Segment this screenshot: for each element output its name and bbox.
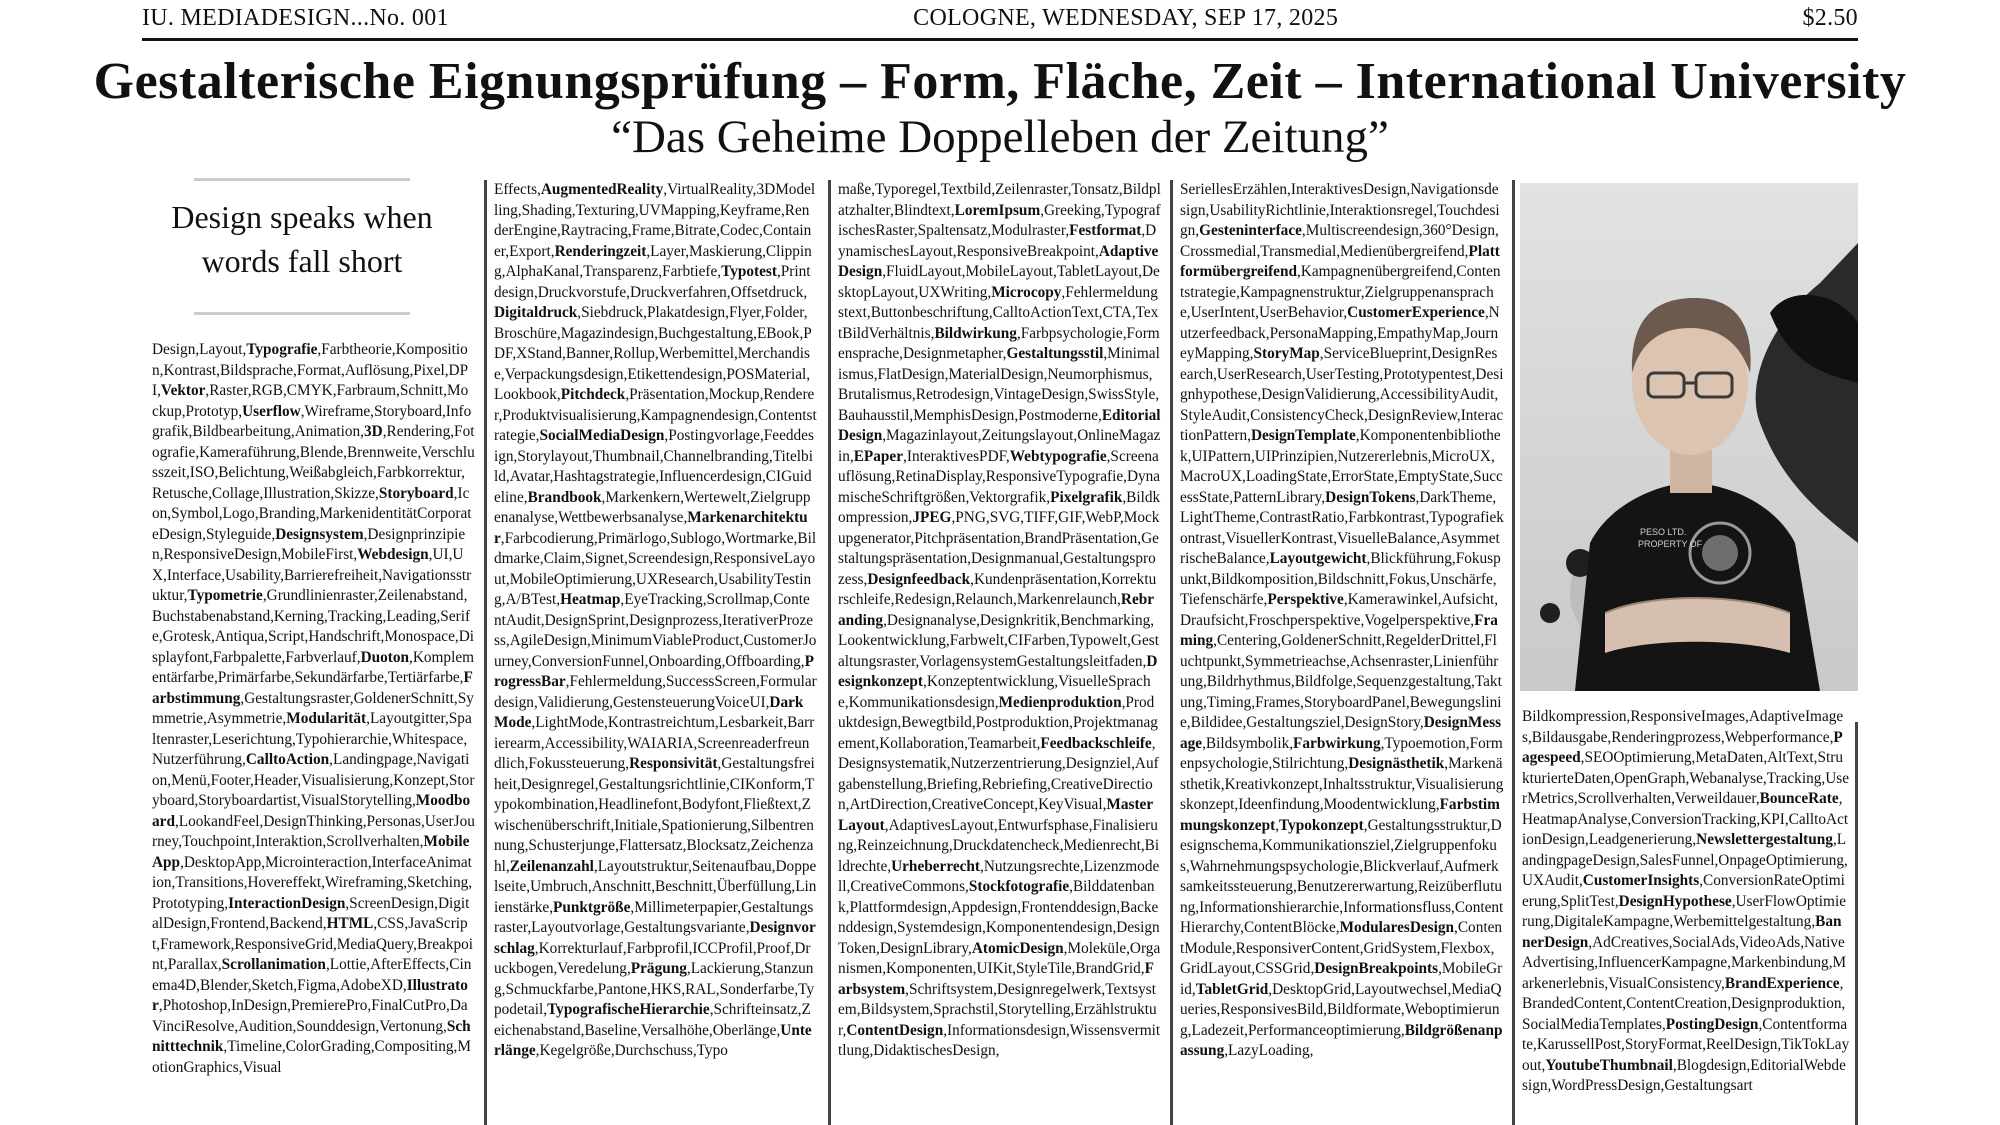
keyword-bold: Gesteninterface bbox=[1199, 222, 1302, 239]
keyword-bold: CustomerExperience bbox=[1347, 304, 1485, 321]
keyword-run: ,Kampagnenübergreifend,Contentstrategie,Kampagnenstruktur,Zielgruppenansprache,UserIntent,UserBehavior, bbox=[1180, 263, 1501, 321]
keyword-run: ,Gestaltungsfreiheit,Designregel,Gestaltungsrichtlinie,CIKonform,Typokombination,Headlinefont,Bodyfont,Fließtext,Zwischenüberschrift,Initiale,Spationierung,Silbentrennung,Schusterjunge,Flattersatz,Blocksatz,Zeichenzahl, bbox=[494, 755, 815, 875]
column-divider bbox=[1855, 722, 1858, 1125]
keyword-bold: Stockfotografie bbox=[968, 878, 1070, 895]
keyword-bold: Typokonzept bbox=[1279, 816, 1364, 834]
keyword-bold: Gestaltungsstil bbox=[1006, 345, 1104, 362]
keyword-run: ,SEOOptimierung,MetaDaten,AltText,StrukturierteDaten,OpenGraph,Webanalyse,Tracking,UserMetrics,Scrollverhalten,Verweildauer, bbox=[1522, 749, 1849, 807]
keyword-run: ,Typoemotion,Formenpsychologie,Stilrichtung, bbox=[1180, 734, 1503, 772]
keyword-bold: CustomerInsights bbox=[1582, 872, 1700, 889]
keyword-bold: Farbsystem bbox=[838, 960, 1154, 998]
keyword-bold: Designsystem bbox=[275, 525, 364, 543]
keyword-bold: Pitchdeck bbox=[560, 386, 626, 403]
keyword-bold: Webtypografie bbox=[1009, 447, 1107, 465]
keyword-bold: DesignHypothese bbox=[1618, 892, 1732, 910]
keyword-run: ,BrandedContent,ContentCreation,Designproduktion,SocialMediaTemplates, bbox=[1522, 974, 1846, 1033]
keyword-run: ,Designprinzipien,ResponsiveDesign,MobileFirst, bbox=[152, 525, 466, 563]
keyword-run: ,Printdesign,Druckvorstufe,Druckverfahren,Offsetdruck, bbox=[494, 263, 811, 301]
shirt-print-line-1: PESO LTD. bbox=[1640, 527, 1687, 537]
keyword-bold: Responsivität bbox=[629, 755, 718, 772]
keyword-run: ,ScreenDesign,DigitalDesign,Frontend,Backend, bbox=[152, 894, 470, 932]
pullquote-bottom-rule bbox=[194, 312, 410, 315]
keyword-bold: ModularesDesign bbox=[1339, 919, 1455, 936]
keyword-run: ,Grundlinienraster,Zeilenabstand,Buchstabenabstand,Kerning,Tracking,Leading,Serife,Grotesk,Antiqua,Script,Handschrift,Monospace,Displayfont,Farbpalette,Farbverlauf, bbox=[152, 587, 475, 666]
keyword-bold: LoremIpsum bbox=[954, 201, 1041, 219]
keyword-run: ,Layer,Maskierung,Clipping,AlphaKanal,Transparenz,Farbtiefe, bbox=[494, 242, 812, 280]
keyword-bold: Designästhetik bbox=[1348, 755, 1445, 772]
keyword-bold: YoutubeThumbnail bbox=[1545, 1056, 1673, 1074]
keyword-run: ,Icon,Symbol,Logo,Branding,MarkenidentitätCorporateDesign,Styleguide, bbox=[152, 484, 472, 543]
keyword-run: ,Gestaltungsraster,GoldenerSchnitt,Symmetrie,Asymmetrie, bbox=[152, 689, 474, 727]
keyword-bold: Rebranding bbox=[838, 591, 1155, 629]
keyword-bold: Pixelgrafik bbox=[1050, 488, 1123, 506]
keyword-run: Design,Layout, bbox=[152, 341, 247, 358]
keyword-run: ,Raster,RGB,CMYK,Farbraum,Schnitt,Mockup,Prototyp, bbox=[152, 382, 469, 420]
keyword-run: ,Farbcodierung,Primärlogo,Sublogo,Wortmarke,Bildmarke,Claim,Signet,Screendesign,ResponsiveLayout,MobileOptimierung,UXResearch,UsabilityTesting,A/BTest, bbox=[494, 529, 817, 608]
keyword-bold: TabletGrid bbox=[1195, 980, 1269, 998]
keyword-run: SeriellesErzählen,InteraktivesDesign,Navigationsdesign,UsabilityRichtlinie,Interaktionsregel,Touchdesign, bbox=[1180, 181, 1500, 239]
article-column-5 bbox=[1522, 707, 1850, 1125]
keyword-run: ,UserFlowOptimierung,DigitaleKampagne,Werbemittelgestaltung, bbox=[1522, 892, 1846, 930]
keyword-bold: Markenarchitektur bbox=[494, 509, 808, 547]
keyword-bold: AtomicDesign bbox=[971, 939, 1064, 957]
keyword-run: ,Blickführung,Fokuspunkt,Bildkomposition,Bildschnitt,Fokus,Unschärfe,Tiefenschärfe, bbox=[1180, 550, 1501, 608]
keyword-bold: Bildwirkung bbox=[934, 324, 1017, 342]
keyword-bold: HTML bbox=[326, 915, 374, 932]
keyword-run: ,Minimalismus,FlatDesign,MaterialDesign,Neumorphismus,Brutalismus,Retrodesign,VintageDesign,SwissStyle,Bauhausstil,MemphisDesign,Postmoderne, bbox=[838, 345, 1160, 424]
keyword-run: ,Lottie,AfterEffects,Cinema4D,Blender,Sketch,Figma,AdobeXD, bbox=[152, 956, 472, 994]
keyword-bold: BannerDesign bbox=[1522, 913, 1842, 951]
keyword-run: ,Designsystematik,Nutzerzentrierung,Designziel,Aufgabenstellung,Briefing,Rebriefing,CreativeDirection,ArtDirection,CreativeConcept,KeyVisual, bbox=[838, 734, 1159, 813]
keyword-bold: PostingDesign bbox=[1665, 1015, 1759, 1033]
keyword-bold: Storyboard bbox=[378, 484, 454, 502]
keyword-run: ,Contentformate,KarussellPost,StoryFormat,ReelDesign,TikTokLayout, bbox=[1522, 1015, 1850, 1074]
keyword-bold: Farbstimmung bbox=[152, 669, 473, 707]
keyword-run: ,Photoshop,InDesign,PremierePro,FinalCutPro,DaVinciResolve,Audition,Sounddesign,Vertonung, bbox=[152, 997, 468, 1035]
keyword-run: ,Multiscreendesign,360°Design,Crossmedial,Transmedial,Medienübergreifend, bbox=[1180, 222, 1499, 260]
keyword-run: ,LightMode,Kontrastreichtum,Lesbarkeit,Barrierearm,Accessibility,WAIARIA,Screenreaderfreundlich,Fokussteuerung, bbox=[494, 714, 815, 772]
keyword-bold: CalltoAction bbox=[245, 751, 330, 768]
keyword-bold: StoryMap bbox=[1253, 345, 1320, 362]
keyword-run: ,Bildsymbolik, bbox=[1202, 734, 1294, 752]
keyword-bold: DesignTokens bbox=[1325, 488, 1416, 506]
keyword-bold: Perspektive bbox=[1267, 591, 1344, 608]
keyword-run: ,Fehlermeldung,SuccessScreen,Formulardesign,Validierung,GestensteuerungVoiceUI, bbox=[494, 673, 817, 711]
keyword-run: ,Bilddatenbank,Plattformdesign,Appdesign,Frontenddesign,Backenddesign,Systemdesign,Komponentendesign,DesignToken,DesignLibrary, bbox=[838, 878, 1160, 957]
keyword-bold: AdaptiveDesign bbox=[838, 242, 1159, 280]
keyword-bold: Bildgrößenanpassung bbox=[1180, 1021, 1503, 1059]
masthead-dateline: COLOGNE, WEDNESDAY, SEP 17, 2025 bbox=[913, 4, 1339, 31]
masthead bbox=[142, 0, 1858, 36]
keyword-bold: Plattformübergreifend bbox=[1180, 242, 1500, 280]
keyword-bold: Heatmap bbox=[560, 591, 621, 608]
keyword-bold: Userflow bbox=[242, 402, 301, 420]
keyword-bold: SocialMediaDesign bbox=[539, 427, 665, 444]
keyword-bold: DarkMode bbox=[494, 693, 804, 731]
keyword-bold: Illustrator bbox=[152, 976, 468, 1014]
keyword-run: ,Timeline,ColorGrading,Compositing,MotionGraphics,Visual bbox=[152, 1038, 471, 1076]
keyword-bold: JPEG bbox=[912, 509, 952, 526]
keyword-run: ,FluidLayout,MobileLayout,TabletLayout,DesktopLayout,UXWriting, bbox=[838, 263, 1160, 301]
masthead-rule bbox=[142, 38, 1858, 41]
keyword-bold: MasterLayout bbox=[838, 796, 1154, 834]
keyword-run: ,Informationsdesign,Wissensvermittlung,DidaktischesDesign, bbox=[838, 1021, 1161, 1059]
article-column-2 bbox=[494, 180, 817, 1125]
keyword-bold: Scrollanimation bbox=[221, 956, 326, 973]
keyword-run: ,Korrekturlauf,Farbprofil,ICCProfil,Proof,Druckbogen,Veredelung, bbox=[494, 939, 811, 977]
keyword-bold: AugmentedReality bbox=[540, 181, 664, 198]
keyword-bold: Moodboard bbox=[152, 792, 471, 830]
keyword-run: ,Produktdesign,Bewegtbild,Postproduktion,Projektmanagement,Kollaboration,Teamarbeit, bbox=[838, 693, 1158, 752]
column-divider bbox=[828, 180, 831, 1125]
keyword-run: ,VirtualReality,3DModelling,Shading,Texturing,UVMapping,Keyframe,RenderEngine,Raytracing,Frame,Bitrate,Codec,Container,Export, bbox=[494, 181, 816, 260]
column-divider bbox=[484, 180, 487, 1125]
keyword-run: ,Moleküle,Organismen,Komponenten,UIKit,StyleTile,BrandGrid, bbox=[838, 939, 1161, 977]
keyword-bold: Urheberrecht bbox=[891, 857, 981, 875]
keyword-run: ,Greeking,TypografischesRaster,Spaltensatz,Modulraster, bbox=[838, 201, 1161, 239]
keyword-run: ,LookandFeel,DesignThinking,Personas,UserJourney,Touchpoint,Interaktion,Scrollverhalten, bbox=[152, 812, 475, 850]
keyword-bold: ContentDesign bbox=[846, 1021, 944, 1039]
masthead-price: $2.50 bbox=[1802, 4, 1858, 31]
keyword-run: Bildkompression,ResponsiveImages,AdaptiveImages,Bildausgabe,Renderingprozess,Webperformance, bbox=[1522, 708, 1844, 746]
keyword-bold: Framing bbox=[1180, 611, 1498, 649]
keyword-run: ,Rendering,Fotografie,Kameraführung,Blende,Brennweite,Verschlusszeit,ISO,Belichtung,Weißabgleich,Farbkorrektur,Retusche,Collage,Illustration,Skizze, bbox=[152, 423, 475, 502]
keyword-bold: DesignBreakpoints bbox=[1314, 960, 1439, 977]
keyword-bold: Newslettergestaltung bbox=[1696, 831, 1833, 848]
keyword-bold: Typometrie bbox=[187, 587, 263, 604]
keyword-bold: BrandExperience bbox=[1724, 974, 1840, 992]
keyword-run: ,HeatmapAnalyse,ConversionTracking,KPI,CalltoActionDesign,Leadgenerierung, bbox=[1522, 790, 1849, 848]
keyword-run: ,Kundenpräsentation,Korrekturschleife,Redesign,Relaunch,Markenrelaunch, bbox=[838, 570, 1157, 608]
keyword-bold: EditorialDesign bbox=[838, 406, 1161, 444]
masthead-issue: IU. MEDIADESIGN...No. 001 bbox=[142, 4, 449, 31]
keyword-run: ,Screenauflösung,RetinaDisplay,ResponsiveTypografie,DynamischeSchriftgrößen,Vektorgrafik, bbox=[838, 447, 1161, 506]
keyword-run: ,Schriftsystem,Designregelwerk,Textsystem,Bildsystem,Sprachstil,Storytelling,Erzählstruktur, bbox=[838, 980, 1157, 1039]
keyword-run: ,PNG,SVG,TIFF,GIF,WebP,Mockupgenerator,Pitchpräsentation,BrandPräsentation,Gestaltungspräsentation,Designmanual,Gestaltungsprozess, bbox=[838, 509, 1160, 588]
keyword-bold: Designvorschlag bbox=[494, 919, 816, 957]
keyword-run: , bbox=[1275, 816, 1280, 834]
keyword-bold: 3D bbox=[363, 423, 383, 440]
keyword-run: ,ContentModule,ResponsiverContent,GridSystem,Flexbox,GridLayout,CSSGrid, bbox=[1180, 919, 1503, 977]
keyword-run: ,InteraktivesPDF, bbox=[903, 447, 1010, 465]
keyword-run: ,AdaptivesLayout,Entwurfsphase,Finalisierung,Reinzeichnung,Druckdatencheck,Medienrecht,Bildrechte, bbox=[838, 816, 1160, 875]
keyword-run: ,Nutzerfeedback,PersonaMapping,EmpathyMap,JourneyMapping, bbox=[1180, 304, 1500, 362]
pullquote: Design speaks when words fall short bbox=[171, 199, 433, 279]
keyword-run: ,Layoutstruktur,Seitenaufbau,Doppelseite,Umbruch,Anschnitt,Beschnitt,Überfüllung,Linienstärke, bbox=[494, 857, 817, 916]
keyword-run: ,Postingvorlage,Feeddesign,Storylayout,Thumbnail,Channelbranding,Titelbild,Avatar,Hashtagstrategie,Influencerdesign,CIGuideline, bbox=[494, 427, 814, 506]
portrait-photo bbox=[1520, 183, 1858, 691]
keyword-run: ,Landingpage,Navigation,Menü,Footer,Header,Visualisierung,Konzept,Storyboard,Storyboardartist,VisualStorytelling, bbox=[152, 751, 475, 809]
keyword-bold: BounceRate bbox=[1759, 790, 1839, 807]
keyword-bold: EPaper bbox=[853, 447, 904, 465]
keyword-run: ,CSS,JavaScript,Framework,ResponsiveGrid,MediaQuery,Breakpoint,Parallax, bbox=[152, 915, 474, 973]
keyword-run: ,Kamerawinkel,Aufsicht,Draufsicht,Froschperspektive,Vogelperspektive, bbox=[1180, 591, 1499, 629]
keyword-bold: Brandbook bbox=[527, 488, 602, 506]
keyword-run: ,Designanalyse,Designkritik,Benchmarking,Lookentwicklung,Farbwelt,CIFarben,Typowelt,Gestaltungsraster,VorlagensystemGestaltungsleitfaden, bbox=[838, 611, 1159, 670]
keyword-bold: Festformat bbox=[1069, 222, 1142, 239]
keyword-run: ,ServiceBlueprint,DesignResearch,UserResearch,UserTesting,Prototypentest,Designhypothese,DesignValidierung,AccessibilityAudit,StyleAudit,ConsistencyCheck,DesignReview,InteractionPattern, bbox=[1180, 345, 1504, 444]
keyword-run: ,Komponentenbibliothek,UIPattern,UIPrinzipien,Nutzererlebnis,MicroUX,MacroUX,LoadingState,ErrorState,EmptyState,SuccessState,PatternLibrary, bbox=[1180, 427, 1503, 506]
keyword-bold: Medienproduktion bbox=[998, 693, 1122, 711]
keyword-run: ,DesktopGrid,Layoutwechsel,MediaQueries,ResponsivesBild,Bildformate,Weboptimierung,Ladezeit,Performanceoptimierung, bbox=[1180, 980, 1502, 1039]
page-title: Gestalterische Eignungsprüfung – Form, Fläche, Zeit – International University bbox=[93, 53, 1907, 110]
keyword-run: ,ConversionRateOptimierung,SplitTest, bbox=[1522, 872, 1845, 910]
column-divider bbox=[1512, 180, 1515, 1125]
keyword-bold: Farbwirkung bbox=[1293, 734, 1381, 752]
keyword-run: ,Gestaltungsstruktur,Designschema,Kommunikationsziel,Zielgruppenfokus,Wahrnehmungspsychologie,Blickverlauf,Aufmerksamkeitssteuerung,Benutzererwartung,Reizüberflutung,Informationshierarchie,Informationsfluss,ContentHierarchy,ContentBlöcke, bbox=[1180, 816, 1504, 936]
keyword-bold: Digitaldruck bbox=[494, 304, 578, 321]
keyword-bold: InteractionDesign bbox=[228, 894, 346, 912]
keyword-bold: DesignMessage bbox=[1180, 714, 1502, 752]
keyword-bold: Designfeedback bbox=[867, 570, 971, 588]
keyword-bold: Pagespeed bbox=[1522, 728, 1843, 766]
keyword-run: ,DynamischesLayout,ResponsiveBreakpoint, bbox=[838, 222, 1157, 260]
keyword-run: ,LazyLoading, bbox=[1224, 1042, 1314, 1059]
keyword-run: ,Wireframe,Storyboard,Infografik,Bildbearbeitung,Animation, bbox=[152, 402, 472, 440]
keyword-bold: Duoton bbox=[360, 648, 410, 666]
keyword-bold: Webdesign bbox=[357, 546, 429, 563]
keyword-bold: Vektor bbox=[160, 382, 206, 399]
keyword-run: ,Centering,GoldenerSchnitt,RegelderDrittel,Fluchtpunkt,Symmetrieachse,Achsenraster,Linienführung,Bildrhythmus,Bildfolge,Sequenzgestaltung,Taktung,Timing,Frames,StoryboardPanel,Bewegungslinie,Bildidee,Gestaltungsziel,DesignStory, bbox=[1180, 632, 1502, 731]
keyword-bold: Designkonzept bbox=[838, 652, 1158, 690]
keyword-run: ,Bildkompression, bbox=[838, 488, 1161, 526]
keyword-run: ,Präsentation,Mockup,Renderer,Produktvisualisierung,Kampagnendesign,Contentstrategie, bbox=[494, 386, 817, 444]
keyword-run: ,Markenästhetik,Kreativkonzept,Inhaltsstruktur,Visualisierungskonzept,Ideenfindung,Moodentwicklung, bbox=[1180, 755, 1504, 813]
keyword-run: ,Fehlermeldungstext,Buttonbeschriftung,CalltoActionText,CTA,TextBildVerhältnis, bbox=[838, 283, 1159, 342]
keyword-bold: Schnitttechnik bbox=[152, 1017, 471, 1055]
keyword-bold: Unterlänge bbox=[494, 1021, 812, 1059]
keyword-run: maße,Typoregel,Textbild,Zeilenraster,Tonsatz,Bildplatzhalter,Blindtext, bbox=[838, 181, 1161, 219]
keyword-run: ,LandingpageDesign,SalesFunnel,OnpageOptimierung,UXAudit, bbox=[1522, 831, 1848, 889]
keyword-bold: Typotest bbox=[721, 263, 777, 280]
keyword-run: ,Millimeterpapier,Gestaltungsraster,Layoutvorlage,Gestaltungsvariante, bbox=[494, 898, 814, 936]
keyword-bold: Feedbackschleife bbox=[1040, 734, 1152, 752]
keyword-bold: Renderingzeit bbox=[554, 242, 647, 260]
column-divider bbox=[1170, 180, 1173, 1125]
keyword-run: ,Kegelgröße,Durchschuss,Typo bbox=[535, 1042, 728, 1059]
keyword-run: ,Komplementärfarbe,Primärfarbe,Sekundärfarbe,Tertiärfarbe, bbox=[152, 648, 475, 686]
keyword-run: Effects, bbox=[494, 181, 541, 198]
keyword-run: ,Siebdruck,Plakatdesign,Flyer,Folder,Broschüre,Magazindesign,Buchgestaltung,EBook,PDF,XStand,Banner,Rollup,Werbemittel,Merchandise,Verpackungsdesign,Etikettendesign,POSMaterial,Lookbook, bbox=[494, 304, 812, 403]
article-column-4 bbox=[1180, 180, 1504, 1125]
keyword-run: ,Konzeptentwicklung,VisuelleSprache,Kommunikationsdesign, bbox=[838, 673, 1151, 711]
keyword-run: ,Layoutgitter,Spaltenraster,Leserichtung,Typohierarchie,Whitespace,Nutzerführung, bbox=[152, 710, 472, 768]
keyword-run: ,Farbpsychologie,Formensprache,Designmetapher, bbox=[838, 324, 1160, 362]
pullquote-top-rule bbox=[194, 178, 410, 181]
portrait-image bbox=[1520, 183, 1858, 691]
keyword-run: ,AdCreatives,SocialAds,VideoAds,NativeAdvertising,InfluencerKampagne,Markenbindung,Markenerlebnis,VisualConsistency, bbox=[1522, 933, 1847, 992]
keyword-run: ,MobileGrid, bbox=[1180, 960, 1503, 998]
article-column-1 bbox=[152, 340, 475, 1125]
keyword-run: ,UI,UX,Interface,Usability,Barrierefreiheit,Navigationsstruktur, bbox=[152, 546, 472, 604]
shirt-print-line-2: PROPERTY OF bbox=[1638, 539, 1703, 549]
keyword-run: ,Lackierung,Stanzung,Schmuckfarbe,Pantone,HKS,RAL,Sonderfarbe,Typodetail, bbox=[494, 960, 815, 1018]
keyword-run: ,EyeTracking,Scrollmap,ContentAudit,DesignSprint,Designprozess,IterativerProzess,AgileDesign,MinimumViableProduct,CustomerJourney,ConversionFunnel,Onboarding,Offboarding, bbox=[494, 591, 817, 670]
keyword-bold: Zeilenanzahl bbox=[509, 857, 594, 875]
keyword-bold: Microcopy bbox=[991, 283, 1062, 301]
keyword-bold: DesignTemplate bbox=[1250, 427, 1356, 444]
keyword-run: ,Farbtheorie,Komposition,Kontrast,Bildsprache,Format,Auflösung,Pixel,DPI, bbox=[152, 341, 469, 399]
keyword-run: ,Magazinlayout,Zeitungslayout,OnlineMagazin, bbox=[838, 427, 1161, 465]
keyword-run: ,Schrifteinsatz,Zeichenabstand,Baseline,Versalhöhe,Oberlänge, bbox=[494, 1001, 811, 1039]
keyword-bold: ProgressBar bbox=[494, 652, 814, 690]
keyword-run: ,Blogdesign,EditorialWebdesign,WordPressDesign,Gestaltungsart bbox=[1522, 1056, 1846, 1094]
keyword-run: ,Markenkern,Wertewelt,Zielgruppenanalyse,Wettbewerbsanalyse, bbox=[494, 488, 811, 526]
keyword-bold: Punktgröße bbox=[553, 898, 631, 916]
keyword-bold: Modularität bbox=[286, 710, 367, 727]
keyword-bold: MobileApp bbox=[152, 833, 470, 871]
article-column-3 bbox=[838, 180, 1161, 1125]
keyword-bold: Typografie bbox=[246, 341, 318, 358]
keyword-bold: Layoutgewicht bbox=[1269, 550, 1367, 567]
keyword-run: ,DesktopApp,Microinteraction,InterfaceAnimation,Transitions,Hovereffekt,Wireframing,Sketching,Prototyping, bbox=[152, 853, 473, 912]
keyword-run: ,DarkTheme,LightTheme,ContrastRatio,Farbkontrast,Typografiekontrast,VisuellerKontrast,VisuelleBalance,AsymmetrischeBalance, bbox=[1180, 488, 1504, 567]
keyword-bold: Farbstimmungskonzept bbox=[1180, 796, 1500, 834]
keyword-bold: TypografischeHierarchie bbox=[547, 1001, 710, 1018]
keyword-run: ,Nutzungsrechte,Lizenzmodell,CreativeCommons, bbox=[838, 857, 1160, 895]
page-subtitle: “Das Geheime Doppelleben der Zeitung” bbox=[611, 111, 1389, 163]
keyword-bold: Prägung bbox=[630, 960, 687, 977]
